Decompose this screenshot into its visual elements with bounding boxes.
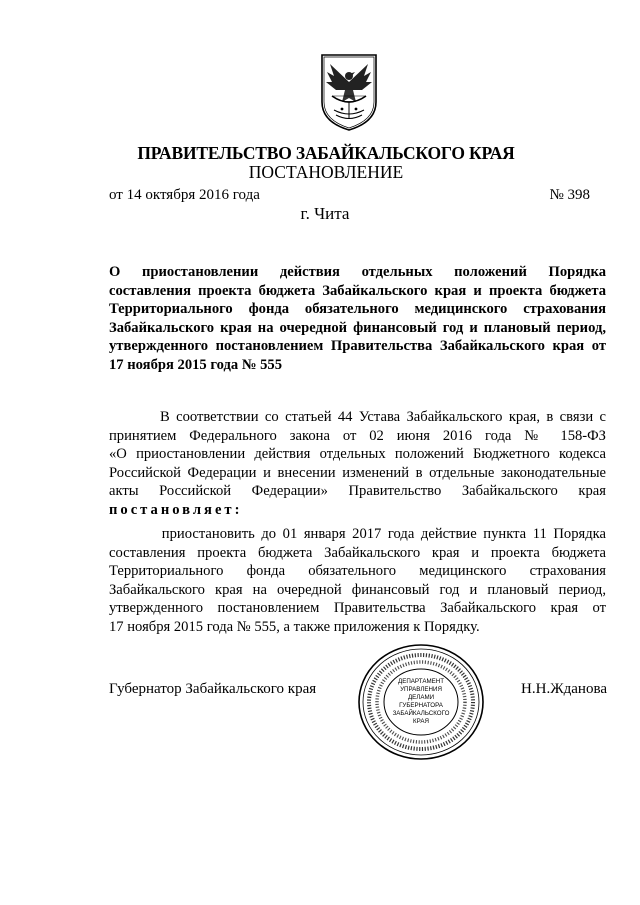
paragraph-line: Забайкальского края на очередной финансовый год и плановый период, [109,581,606,598]
signatory-name: Н.Н.Жданова [521,681,607,697]
paragraph-line: 17 ноября 2015 года № 555, а также приложения к Порядку. [109,618,480,635]
document-title [109,263,606,375]
paragraph-line: Территориального фонда обязательного медицинского страхования [109,563,606,580]
seal-text-line: ГУБЕРНАТОРА [399,702,443,709]
resolves-word: постановляет: [109,501,243,518]
preamble-paragraph [109,408,606,520]
seal-text-line: УПРАВЛЕНИЯ [400,686,442,693]
title-line: 17 ноября 2015 года № 555 [109,356,283,373]
paragraph-line: В соответствии со статьей 44 Устава Забайкальского края, в связи с [109,409,606,425]
seal-text-line: ДЕЛАМИ [407,694,435,701]
title-line: О приостановлении действия отдельных положений Порядка [109,264,606,280]
official-seal-stamp [355,642,488,762]
paragraph-line: составления проекта бюджета Забайкальского края и проекта бюджета [109,544,606,561]
document-number: № 398 [549,187,590,203]
seal-text-line: ЗАБАЙКАЛЬСКОГО [392,710,450,717]
title-line: Территориального фонда обязательного медицинского страхования [109,301,606,318]
paragraph-line: утвержденного постановлением Правительства Забайкальского края от [109,600,606,617]
government-heading: ПРАВИТЕЛЬСТВО ЗАБАЙКАЛЬСКОГО КРАЯ [137,143,515,163]
paragraph-line: приостановить до 01 января 2017 года действие пункта 11 Порядка [109,526,606,542]
title-line: Забайкальского края на очередной финансовый год и плановый период, [109,319,606,336]
paragraph-line: Российской Федерации и внесении изменений в отдельные законодательные [109,464,606,481]
paragraph-line [109,501,606,520]
document-type: ПОСТАНОВЛЕНИЕ [248,162,404,182]
seal-text-line: КРАЯ [413,718,429,725]
seal-text-line: ДЕПАРТАМЕНТ [398,678,444,685]
signatory-position: Губернатор Забайкальского края [109,681,317,697]
title-line: утвержденного постановлением Правительства Забайкальского края от [109,338,606,355]
document-city: г. Чита [300,204,350,223]
title-line: составления проекта бюджета Забайкальского края и проекта бюджета [109,282,606,299]
paragraph-line: принятием Федерального закона от 02 июня 2016 года № 158-ФЗ [109,427,606,444]
paragraph-line: «О приостановлении действия отдельных положений Бюджетного кодекса [109,446,606,463]
paragraph-line: акты Российской Федерации» Правительство Забайкальского края [109,483,606,500]
coat-of-arms-icon [318,52,380,132]
operative-paragraph [109,525,606,637]
document-date: от 14 октября 2016 года [109,187,260,203]
